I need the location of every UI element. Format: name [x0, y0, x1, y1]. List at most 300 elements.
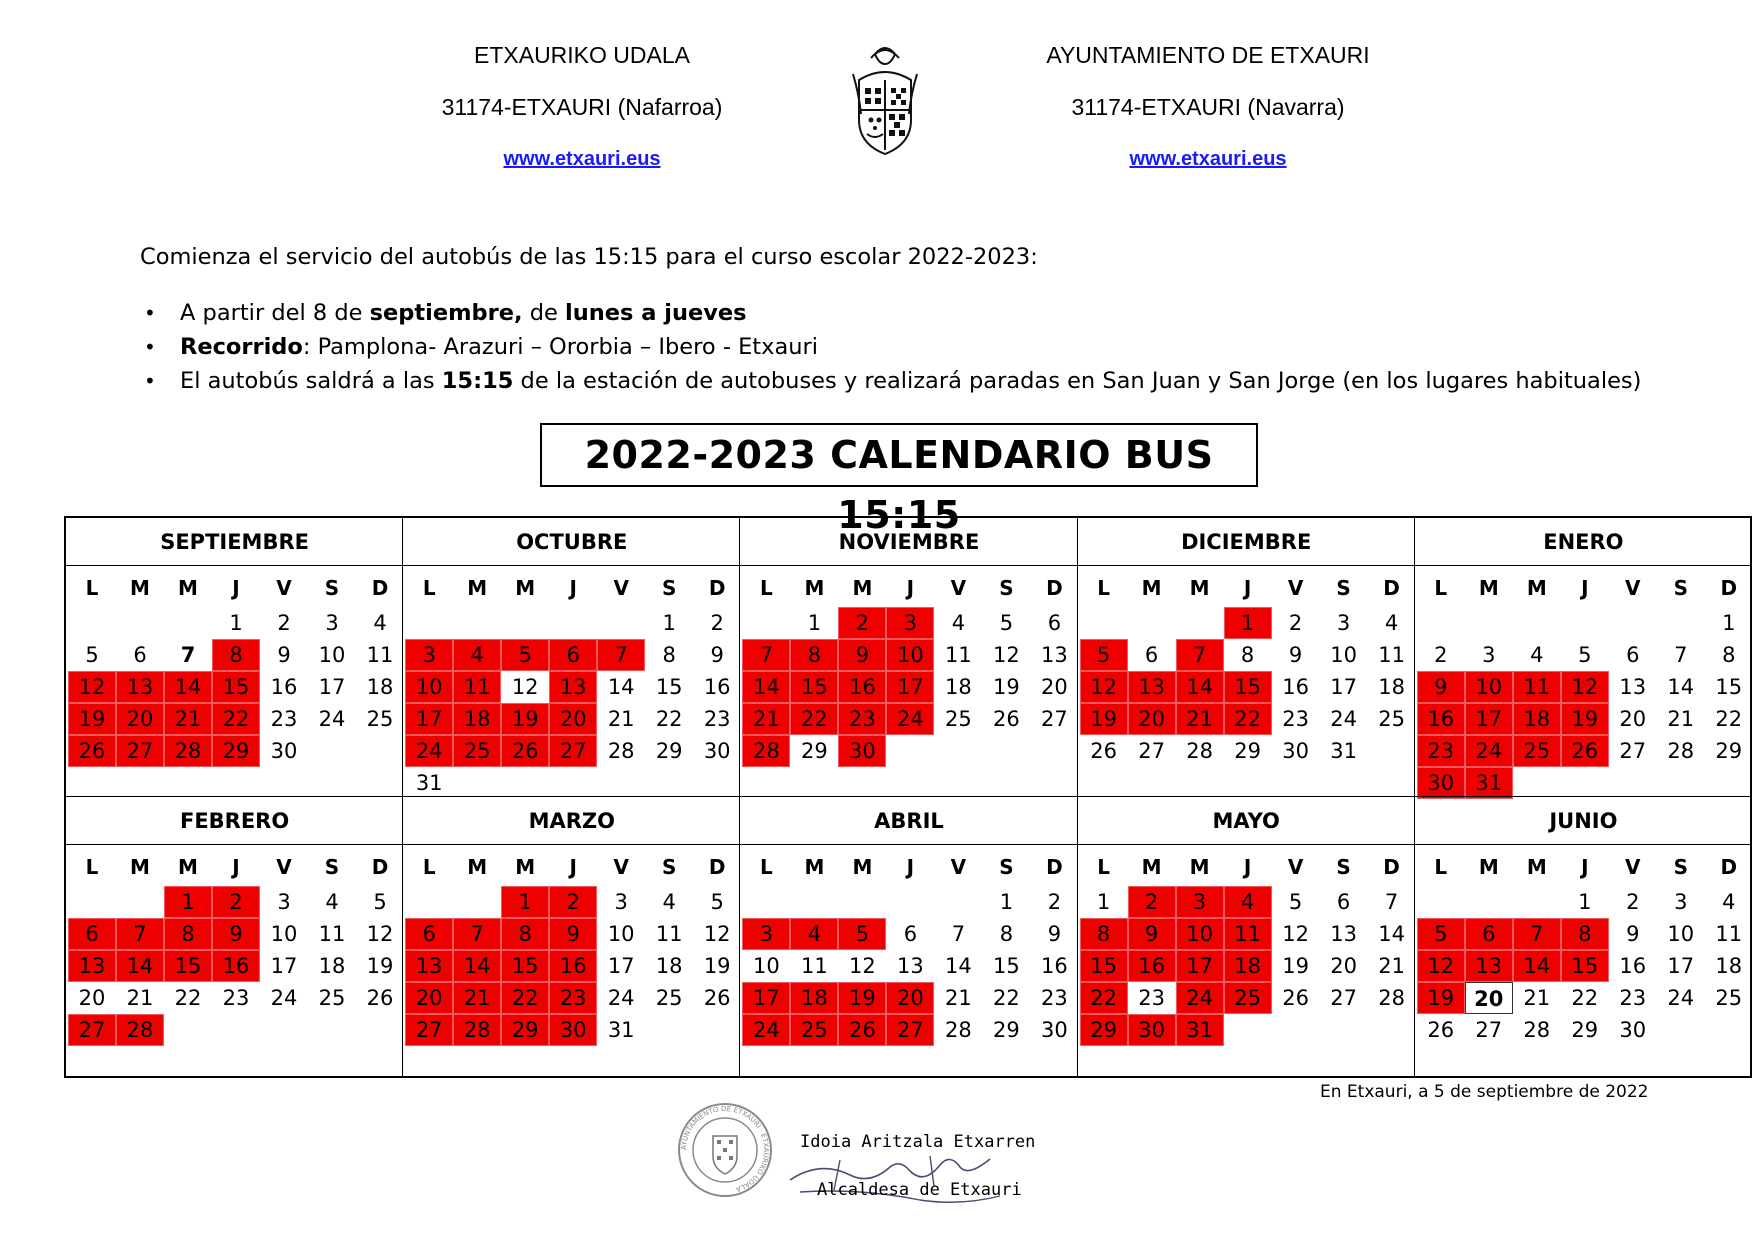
month-name: OCTUBRE: [403, 518, 740, 566]
address-basque: 31174-ETXAURI (Nafarroa): [441, 94, 723, 120]
website-link-right[interactable]: www.etxauri.eus: [1129, 148, 1287, 170]
weekday-label: S: [661, 576, 677, 600]
calendar-day: 11: [366, 643, 394, 667]
weekday-label: S: [1336, 855, 1351, 879]
calendar-day: 26: [1427, 1018, 1455, 1042]
weekday-label: V: [613, 576, 629, 600]
bus-day: 31: [1176, 1014, 1224, 1046]
bullet-text: : Pamplona- Arazuri – Ororbia – Ibero - Etxauri: [302, 334, 818, 360]
calendar-day: 11: [945, 643, 972, 667]
month-septiembre: [66, 518, 403, 797]
bus-day: 5: [838, 918, 886, 950]
bus-day: 17: [1176, 950, 1224, 982]
bus-day: 15: [501, 950, 549, 982]
calendar-day: 26: [993, 707, 1020, 731]
bus-day: 15: [164, 950, 212, 982]
weekday-label: S: [1673, 855, 1688, 879]
weekday-label: J: [1243, 576, 1252, 600]
weekday-label: D: [1383, 855, 1400, 879]
calendar-day: 9: [277, 643, 291, 667]
bus-day: 12: [1417, 950, 1465, 982]
calendar-day: 25: [318, 986, 346, 1010]
weekday-label: D: [1046, 576, 1063, 600]
bus-day: 24: [405, 735, 453, 767]
bus-day: 29: [212, 735, 260, 767]
calendar-day: 1: [1722, 611, 1736, 635]
weekday-label: M: [467, 855, 488, 879]
weekday-label: M: [1478, 855, 1499, 879]
weekday-label: J: [232, 576, 240, 600]
weekday-label: J: [1581, 576, 1589, 600]
calendar-day: 2: [1434, 643, 1448, 667]
calendar-day: 29: [993, 1018, 1020, 1042]
calendar-day: 24: [318, 707, 346, 731]
weekday-label: V: [613, 855, 629, 879]
bus-day: 14: [453, 950, 501, 982]
calendar-day: 26: [366, 986, 394, 1010]
bus-day: 17: [1465, 703, 1513, 735]
calendar-day: 5: [999, 611, 1014, 635]
bus-day: 18: [453, 703, 501, 735]
bus-day: 27: [116, 735, 164, 767]
bullet-text: 15:15: [441, 368, 514, 394]
bus-day: 30: [838, 735, 886, 767]
header-left: [322, 40, 842, 174]
info-bullet: [140, 330, 1641, 364]
calendar-day: 10: [270, 922, 298, 946]
calendar-day: 30: [1619, 1018, 1647, 1042]
bus-day: 13: [405, 950, 453, 982]
calendar-day: 27: [1619, 739, 1647, 763]
calendar-day: 27: [1330, 986, 1357, 1010]
bus-day: 26: [838, 1014, 886, 1046]
calendar-day: 4: [325, 890, 339, 914]
calendar-day: 9: [1626, 922, 1640, 946]
bus-day: 27: [549, 735, 597, 767]
bus-day: 10: [1465, 671, 1513, 703]
bus-day: 24: [1465, 735, 1513, 767]
bus-day: 29: [1080, 1014, 1128, 1046]
bus-day: 19: [501, 703, 549, 735]
calendar-day: 2: [1626, 890, 1640, 914]
month-name: ABRIL: [740, 797, 1077, 845]
calendar-day: 10: [318, 643, 346, 667]
bus-day: 1: [501, 886, 549, 918]
calendar-day: 1: [229, 611, 243, 635]
bus-day: 2: [838, 607, 886, 639]
calendar-day: 7: [951, 922, 966, 946]
calendar-day: 22: [655, 707, 683, 731]
calendar-day: 5: [710, 890, 724, 914]
calendar-day: 24: [270, 986, 298, 1010]
bus-day: 31: [1465, 767, 1513, 799]
calendar-day: 15: [655, 675, 683, 699]
bus-day: 21: [164, 703, 212, 735]
info-bullet-list: [140, 296, 1641, 398]
weekday-label: D: [1720, 855, 1738, 879]
calendar-day: 10: [607, 922, 635, 946]
calendar-day: 17: [318, 675, 346, 699]
grid-divider: [1077, 518, 1078, 1076]
bus-day: 14: [164, 671, 212, 703]
bus-day: 19: [68, 703, 116, 735]
calendar-day: 15: [993, 954, 1020, 978]
weekday-label: V: [276, 855, 292, 879]
bus-day: 24: [886, 703, 934, 735]
calendar-day: 4: [1530, 643, 1544, 667]
website-link-left[interactable]: www.etxauri.eus: [503, 148, 661, 170]
weekday-label: S: [661, 855, 677, 879]
calendar-day: 22: [1571, 986, 1599, 1010]
calendar-day: 16: [1619, 954, 1647, 978]
calendar-day: 6: [903, 922, 918, 946]
calendar-day: 25: [945, 707, 972, 731]
bus-day: 29: [501, 1014, 549, 1046]
calendar-day: 14: [1378, 922, 1405, 946]
weekday-label: J: [232, 855, 240, 879]
calendar-day: 8: [1240, 643, 1255, 667]
stamp-text: AYUNTAMIENTO DE ETXAURI · ETXAURIKO UDALA: [679, 1104, 771, 1194]
calendar-day: 9: [1047, 922, 1062, 946]
bus-day: 26: [1561, 735, 1609, 767]
bullet-text: de: [522, 300, 566, 326]
bus-day: 20: [116, 703, 164, 735]
bus-day: 12: [1080, 671, 1128, 703]
calendar-day: 22: [174, 986, 202, 1010]
bus-day: 8: [1561, 918, 1609, 950]
calendar-day: 18: [945, 675, 972, 699]
weekday-label: M: [178, 576, 198, 600]
bus-day: 2: [1128, 886, 1176, 918]
weekday-label: M: [852, 855, 873, 879]
bus-day: 13: [116, 671, 164, 703]
calendar-day: 12: [993, 643, 1020, 667]
calendar-day: 12: [849, 954, 876, 978]
calendar-day: 24: [1330, 707, 1357, 731]
bus-day: 15: [212, 671, 260, 703]
bus-day: 21: [742, 703, 790, 735]
month-enero: [1415, 518, 1752, 797]
bus-day: 13: [1128, 671, 1176, 703]
calendar-day: 19: [1282, 954, 1309, 978]
bus-day: 23: [838, 703, 886, 735]
bus-day: 18: [1513, 703, 1561, 735]
bus-day: 16: [549, 950, 597, 982]
calendar-day: 9: [710, 643, 724, 667]
weekday-label: L: [85, 855, 99, 879]
bus-day: 21: [453, 982, 501, 1014]
bus-day: 5: [501, 639, 549, 671]
grid-divider: [66, 796, 1750, 797]
bus-day: 7: [1176, 639, 1224, 671]
calendar-day: 1: [807, 611, 822, 635]
calendar-day: 18: [655, 954, 683, 978]
bus-day: 19: [1561, 703, 1609, 735]
calendar-day: 28: [607, 739, 635, 763]
signer-role: Alcaldesa de Etxauri: [817, 1180, 1022, 1200]
calendar-day: 13: [1330, 922, 1357, 946]
bus-day: 13: [549, 671, 597, 703]
calendar-day: 9: [1288, 643, 1303, 667]
weekday-label: J: [569, 576, 577, 600]
bus-day: 12: [1561, 671, 1609, 703]
bus-day: 23: [549, 982, 597, 1014]
calendar-day: 7: [1674, 643, 1688, 667]
calendar-day: 30: [703, 739, 731, 763]
weekday-label: S: [1336, 576, 1351, 600]
bus-day: 3: [886, 607, 934, 639]
bus-day: 25: [1224, 982, 1272, 1014]
bus-day: 11: [1224, 918, 1272, 950]
bus-day: 9: [838, 639, 886, 671]
calendar-day: 6: [1626, 643, 1640, 667]
bus-day: 24: [742, 1014, 790, 1046]
calendar-day: 3: [325, 611, 339, 635]
weekday-label: J: [906, 576, 915, 600]
calendar-day: 28: [945, 1018, 972, 1042]
calendar-day: 10: [753, 954, 780, 978]
bus-day: 20: [1128, 703, 1176, 735]
calendar-day: 5: [1288, 890, 1303, 914]
calendar-day: 22: [993, 986, 1020, 1010]
calendar-day: 27: [1041, 707, 1068, 731]
weekday-label: S: [999, 855, 1014, 879]
bus-day: 26: [501, 735, 549, 767]
calendar-day: 17: [270, 954, 298, 978]
bus-day: 4: [790, 918, 838, 950]
month-abril: [740, 797, 1077, 1076]
bus-day: 8: [1080, 918, 1128, 950]
weekday-label: M: [1478, 576, 1499, 600]
calendar-day: 30: [1282, 739, 1309, 763]
calendar-day: 22: [1715, 707, 1743, 731]
bullet-text: El autobús saldrá a las: [180, 368, 442, 394]
calendar-day: 6: [1144, 643, 1159, 667]
month-octubre: [403, 518, 740, 797]
bus-day: 9: [549, 918, 597, 950]
calendar-day: 8: [662, 643, 676, 667]
intro-text: Comienza el servicio del autobús de las 15:15 para el curso escolar 2022-2023:: [140, 244, 1038, 270]
bus-day: 7: [742, 639, 790, 671]
weekday-label: M: [1189, 855, 1210, 879]
calendar-day: 20: [78, 986, 106, 1010]
calendar-day: 13: [1041, 643, 1068, 667]
bus-day: 8: [790, 639, 838, 671]
calendar-day: 2: [277, 611, 291, 635]
calendar-day: 3: [277, 890, 291, 914]
calendar-day: 23: [270, 707, 298, 731]
info-bullet: [140, 296, 1641, 330]
footer-date-line: En Etxauri, a 5 de septiembre de 2022: [1320, 1082, 1649, 1102]
calendar-day: 2: [1288, 611, 1303, 635]
bus-day: 10: [1176, 918, 1224, 950]
bullet-text: Recorrido: [180, 334, 303, 360]
calendar-day: 29: [1571, 1018, 1599, 1042]
grid-divider: [402, 518, 403, 1076]
calendar-day: 11: [1378, 643, 1405, 667]
bus-day: 3: [1176, 886, 1224, 918]
calendar-day: 19: [993, 675, 1020, 699]
weekday-label: L: [85, 576, 99, 600]
calendar-day: 5: [373, 890, 387, 914]
bus-day: 7: [453, 918, 501, 950]
calendar-day: 20: [1465, 982, 1513, 1014]
weekday-label: D: [371, 855, 389, 879]
bus-day: 9: [1417, 671, 1465, 703]
weekday-label: L: [1434, 855, 1448, 879]
bus-day: 2: [212, 886, 260, 918]
calendar-day: 25: [1715, 986, 1743, 1010]
weekday-label: L: [1097, 576, 1110, 600]
calendar-day: 7: [180, 643, 196, 667]
bus-day: 2: [549, 886, 597, 918]
bus-day: 9: [212, 918, 260, 950]
bus-day: 1: [1224, 607, 1272, 639]
weekday-label: J: [1581, 855, 1589, 879]
bus-day: 18: [790, 982, 838, 1014]
weekday-label: D: [708, 855, 726, 879]
calendar-day: 23: [1138, 986, 1165, 1010]
bus-day: 28: [164, 735, 212, 767]
weekday-label: V: [1625, 855, 1641, 879]
calendar-day: 21: [1667, 707, 1695, 731]
weekday-label: M: [804, 576, 825, 600]
bus-day: 27: [886, 1014, 934, 1046]
month-diciembre: [1078, 518, 1415, 797]
bus-day: 25: [1513, 735, 1561, 767]
calendar-day: 17: [607, 954, 635, 978]
month-name: ENERO: [1415, 518, 1752, 566]
bus-day: 14: [1513, 950, 1561, 982]
weekday-label: D: [1383, 576, 1400, 600]
weekday-label: M: [178, 855, 198, 879]
bus-day: 27: [68, 1014, 116, 1046]
month-name: SEPTIEMBRE: [66, 518, 403, 566]
bus-day: 20: [405, 982, 453, 1014]
bus-day: 14: [742, 671, 790, 703]
bus-day: 30: [549, 1014, 597, 1046]
calendar-day: 29: [655, 739, 683, 763]
calendar-day: 12: [366, 922, 394, 946]
bus-day: 5: [1080, 639, 1128, 671]
weekday-label: M: [130, 855, 150, 879]
bus-day: 11: [453, 671, 501, 703]
calendar-day: 19: [366, 954, 394, 978]
weekday-label: D: [1720, 576, 1738, 600]
calendar-title: 2022-2023 CALENDARIO BUS 15:15: [540, 423, 1258, 487]
weekday-label: L: [1097, 855, 1110, 879]
calendar-day: 29: [1715, 739, 1743, 763]
bus-day: 12: [68, 671, 116, 703]
grid-divider: [1414, 518, 1415, 1076]
calendar-day: 13: [897, 954, 924, 978]
bus-day: 17: [742, 982, 790, 1014]
bus-day: 16: [1128, 950, 1176, 982]
calendar-day: 27: [1138, 739, 1165, 763]
bus-day: 17: [405, 703, 453, 735]
month-junio: [1415, 797, 1752, 1076]
bus-day: 17: [886, 671, 934, 703]
weekday-label: M: [1189, 576, 1210, 600]
calendar-day: 4: [1384, 611, 1399, 635]
bus-day: 6: [405, 918, 453, 950]
bus-day: 26: [68, 735, 116, 767]
calendar-day: 6: [1047, 611, 1062, 635]
bus-day: 22: [1224, 703, 1272, 735]
grid-divider: [739, 518, 740, 1076]
calendar-day: 12: [1282, 922, 1309, 946]
bus-day: 30: [1417, 767, 1465, 799]
council-name-basque: ETXAURIKO UDALA: [474, 42, 690, 68]
calendar-day: 25: [655, 986, 683, 1010]
weekday-label: L: [760, 576, 773, 600]
bus-day: 22: [790, 703, 838, 735]
calendar-day: 29: [801, 739, 828, 763]
town-seal-icon: [675, 1100, 775, 1200]
month-name: MARZO: [403, 797, 740, 845]
bus-day: 7: [116, 918, 164, 950]
signer-name: Idoia Aritzala Etxarren: [800, 1132, 1036, 1152]
calendar-day: 8: [999, 922, 1014, 946]
month-name: NOVIEMBRE: [740, 518, 1077, 566]
bullet-text: lunes a jueves: [565, 300, 747, 326]
calendar-day: 21: [1378, 954, 1405, 978]
bus-day: 22: [212, 703, 260, 735]
bus-day: 22: [501, 982, 549, 1014]
bus-day: 14: [1176, 671, 1224, 703]
calendar-day: 3: [1674, 890, 1688, 914]
info-bullet: [140, 364, 1641, 398]
calendar-day: 11: [318, 922, 346, 946]
calendar-day: 10: [1667, 922, 1695, 946]
bus-day: 8: [164, 918, 212, 950]
calendar-day: 28: [1523, 1018, 1551, 1042]
calendar-day: 21: [126, 986, 154, 1010]
calendar-day: 16: [703, 675, 731, 699]
bus-day: 14: [116, 950, 164, 982]
calendar-day: 21: [945, 986, 972, 1010]
bullet-text: A partir del 8 de: [180, 300, 370, 326]
bus-day: 13: [68, 950, 116, 982]
council-name-spanish: AYUNTAMIENTO DE ETXAURI: [1046, 42, 1370, 68]
bus-day: 8: [501, 918, 549, 950]
month-marzo: [403, 797, 740, 1076]
month-name: FEBRERO: [66, 797, 403, 845]
calendar-day: 15: [1715, 675, 1743, 699]
weekday-label: M: [1526, 576, 1547, 600]
bus-day: 21: [1176, 703, 1224, 735]
bus-day: 1: [164, 886, 212, 918]
weekday-label: M: [804, 855, 825, 879]
month-name: MAYO: [1078, 797, 1415, 845]
bullet-text: septiembre,: [369, 300, 523, 326]
weekday-label: L: [1434, 576, 1448, 600]
weekday-label: M: [515, 855, 536, 879]
bus-day: 16: [1417, 703, 1465, 735]
weekday-label: S: [1673, 576, 1688, 600]
bus-day: 20: [549, 703, 597, 735]
month-mayo: [1078, 797, 1415, 1076]
weekday-label: V: [950, 576, 967, 600]
calendar-day: 24: [1667, 986, 1695, 1010]
calendar-day: 3: [1336, 611, 1351, 635]
calendar-day: 25: [1378, 707, 1405, 731]
calendar-day: 12: [511, 675, 539, 699]
weekday-label: M: [1141, 855, 1162, 879]
bus-day: 4: [453, 639, 501, 671]
calendar-day: 16: [1282, 675, 1309, 699]
bus-day: 16: [212, 950, 260, 982]
